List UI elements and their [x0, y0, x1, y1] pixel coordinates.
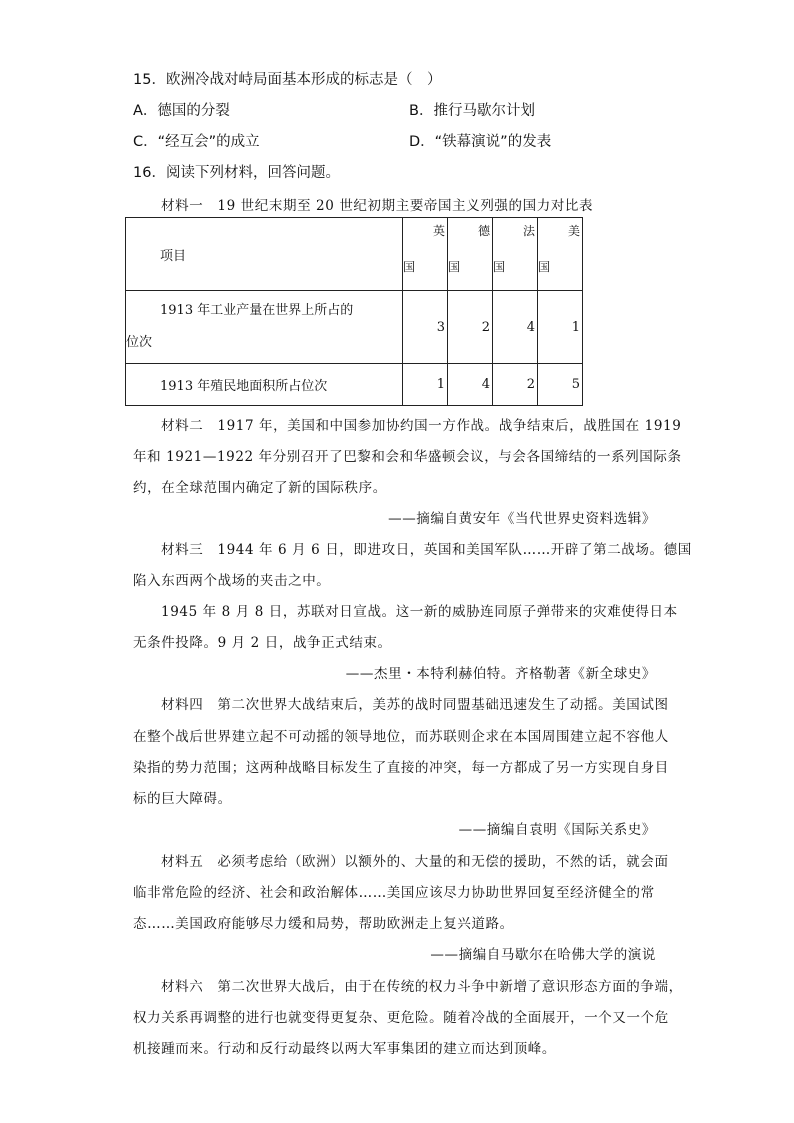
material-6-line: 材料六 第二次世界大战后，由于在传统的权力斗争中新增了意识形态方面的争端，	[161, 979, 683, 995]
table-header-us-bottom: 国	[538, 242, 583, 290]
material-4-line: 材料四 第二次世界大战结束后，美苏的战时同盟基础迅速发生了动摇。美国试图	[161, 697, 669, 713]
material-1-title: 材料一 19 世纪末期至 20 世纪初期主要帝国主义列强的国力对比表	[161, 198, 594, 214]
table-cell: 1	[403, 364, 448, 406]
table-header-us-top: 美	[538, 218, 583, 243]
table-row1-label-line1: 1913 年工业产量在世界上所占的	[160, 303, 354, 318]
question-15-stem: 15．欧洲冷战对峙局面基本形成的标志是（ ）	[133, 72, 442, 88]
material-3-line: 陷入东西两个战场的夹击之中。	[133, 573, 331, 589]
material-4-line: 标的巨大障碍。	[133, 791, 232, 807]
material-3-line: 1945 年 8 月 8 日，苏联对日宣战。这一新的威胁连同原子弹带来的灾难使得日本	[161, 604, 678, 620]
material-4-line: 在整个战后世界建立起不可动摇的领导地位，而苏联则企求在本国周围建立起不容他人	[133, 729, 669, 745]
option-a: A．德国的分裂	[133, 103, 230, 119]
material-5-source: ——摘编自马歇尔在哈佛大学的演说	[430, 947, 656, 963]
table-header-fr-top: 法	[493, 218, 538, 243]
material-4-source: ——摘编自袁明《国际关系史》	[458, 822, 656, 838]
table-row2-label: 1913 年殖民地面积所占位次	[126, 364, 403, 406]
material-6-line: 机接踵而来。行动和反行动最终以两大军事集团的建立而达到顶峰。	[133, 1041, 556, 1057]
option-d: D．“铁幕演说”的发表	[409, 134, 552, 150]
power-comparison-table	[125, 217, 583, 406]
material-2-line: 约，在全球范围内确定了新的国际秩序。	[133, 480, 387, 496]
table-row	[126, 364, 583, 406]
material-6-line: 权力关系再调整的进行也就变得更复杂、更危险。随着冷战的全面展开，一个又一个危	[133, 1010, 669, 1026]
option-b: B．推行马歇尔计划	[409, 103, 535, 119]
table-row	[126, 291, 583, 364]
material-3-line: 材料三 1944 年 6 月 6 日，即进攻日，英国和美国军队……开辟了第二战场。德国	[161, 542, 692, 558]
material-5-line: 态……美国政府能够尽力缓和局势，帮助欧洲走上复兴道路。	[133, 916, 514, 932]
table-cell: 2	[448, 291, 493, 364]
table-header-uk-bottom: 国	[403, 242, 448, 290]
option-c: C．“经互会”的成立	[133, 134, 260, 150]
table-cell: 5	[538, 364, 583, 406]
table-cell: 2	[493, 364, 538, 406]
table-cell: 1	[538, 291, 583, 364]
material-5-line: 材料五 必须考虑给（欧洲）以额外的、大量的和无偿的援助，不然的话，就会面	[161, 854, 669, 870]
table-header-de-bottom: 国	[448, 242, 493, 290]
material-2-source: ——摘编自黄安年《当代世界史资料选辑》	[388, 511, 656, 527]
material-3-line: 无条件投降。9 月 2 日，战争正式结束。	[133, 635, 392, 651]
table-cell: 3	[403, 291, 448, 364]
question-16-stem: 16．阅读下列材料，回答问题。	[133, 165, 340, 181]
table-header-uk-top: 英	[403, 218, 448, 243]
table-cell: 4	[493, 291, 538, 364]
table-header-item	[126, 218, 403, 291]
table-row1-label	[126, 291, 403, 364]
table-row1-label-line2: 位次	[126, 335, 153, 350]
material-3-source: ——杰里・本特利赫伯特。齐格勒著《新全球史》	[345, 666, 656, 682]
table-header-item-label: 项目	[160, 248, 187, 264]
material-2-line: 年和 1921—1922 年分别召开了巴黎和会和华盛顿会议，与会各国缔结的一系列国际条	[133, 449, 682, 465]
material-5-line: 临非常危险的经济、社会和政治解体……美国应该尽力协助世界回复至经济健全的常	[133, 885, 655, 901]
material-2-line: 材料二 1917 年，美国和中国参加协约国一方作战。战争结束后，战胜国在 1919	[161, 418, 682, 434]
material-4-line: 染指的势力范围；这两种战略目标发生了直接的冲突，每一方都成了另一方实现自身目	[133, 760, 669, 776]
table-cell: 4	[448, 364, 493, 406]
table-header-de-top: 德	[448, 218, 493, 243]
table-header-fr-bottom: 国	[493, 242, 538, 290]
